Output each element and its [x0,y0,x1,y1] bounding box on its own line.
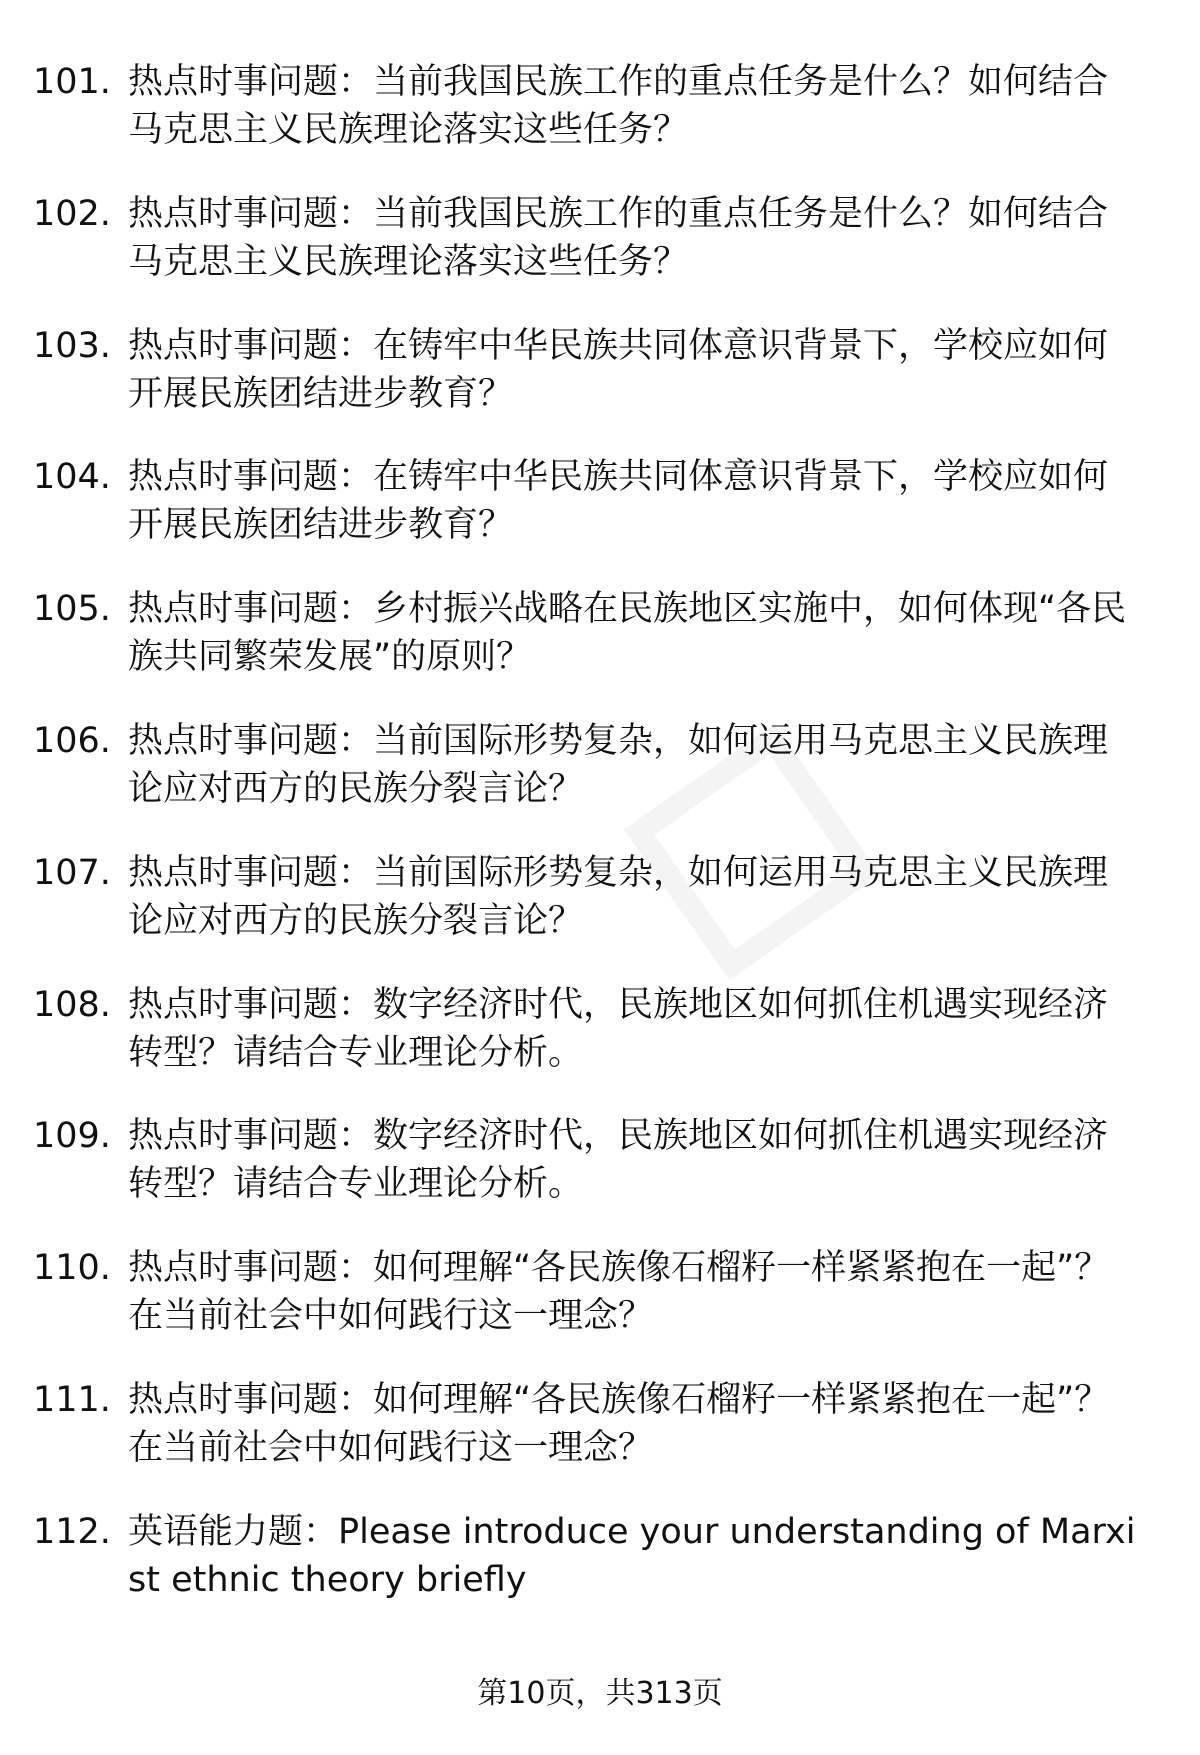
question-item [0,981,1200,1113]
question-number: 112. [33,1511,111,1552]
question-item [0,453,1200,585]
question-text: 热点时事问题：当前国际形势复杂，如何运用马克思主义民族理论应对西方的民族分裂言论？ [128,720,1109,809]
question-text: 热点时事问题：在铸牢中华民族共同体意识背景下，学校应如何开展民族团结进步教育？ [128,457,1109,546]
question-number: 105. [33,589,111,630]
question-number: 111. [33,1379,111,1420]
question-item [0,585,1200,717]
question-number: 106. [33,720,111,761]
question-text: 热点时事问题：在铸牢中华民族共同体意识背景下，学校应如何开展民族团结进步教育？ [128,325,1109,414]
question-text: 热点时事问题：数字经济时代，民族地区如何抓住机遇实现经济转型？请结合专业理论分析。 [128,984,1109,1073]
question-item [0,190,1200,322]
page-footer: 第10页，共313页 [477,1676,723,1711]
question-item [0,1244,1200,1376]
question-number: 103. [33,325,111,366]
question-item [0,1376,1200,1508]
question-text: 英语能力题：Please introduce your understanding of Marxist ethnic theory briefly [128,1511,1136,1600]
question-item [0,1508,1200,1640]
question-number: 101. [33,62,111,102]
question-text: 热点时事问题：当前国际形势复杂，如何运用马克思主义民族理论应对西方的民族分裂言论？ [128,852,1109,941]
question-number: 108. [33,984,111,1025]
question-number: 110. [33,1248,111,1289]
question-number: 104. [33,457,111,498]
question-item [0,717,1200,849]
question-item [0,322,1200,454]
question-text: 热点时事问题：当前我国民族工作的重点任务是什么？如何结合马克思主义民族理论落实这些任务？ [128,193,1109,282]
question-list [0,58,1200,1640]
question-number: 109. [33,1116,111,1157]
question-text: 热点时事问题：当前我国民族工作的重点任务是什么？如何结合马克思主义民族理论落实这些任务？ [128,62,1109,150]
question-text: 热点时事问题：如何理解“各民族像石榴籽一样紧紧抱在一起”？在当前社会中如何践行这一理念？ [128,1379,1110,1468]
question-item [0,1112,1200,1244]
question-item [0,58,1200,190]
question-text: 热点时事问题：乡村振兴战略在民族地区实施中，如何体现“各民族共同繁荣发展”的原则？ [128,589,1127,678]
question-number: 102. [33,193,111,234]
question-item [0,849,1200,981]
question-text: 热点时事问题：数字经济时代，民族地区如何抓住机遇实现经济转型？请结合专业理论分析。 [128,1116,1109,1205]
question-text: 热点时事问题：如何理解“各民族像石榴籽一样紧紧抱在一起”？在当前社会中如何践行这一理念？ [128,1248,1110,1337]
question-number: 107. [33,852,111,893]
